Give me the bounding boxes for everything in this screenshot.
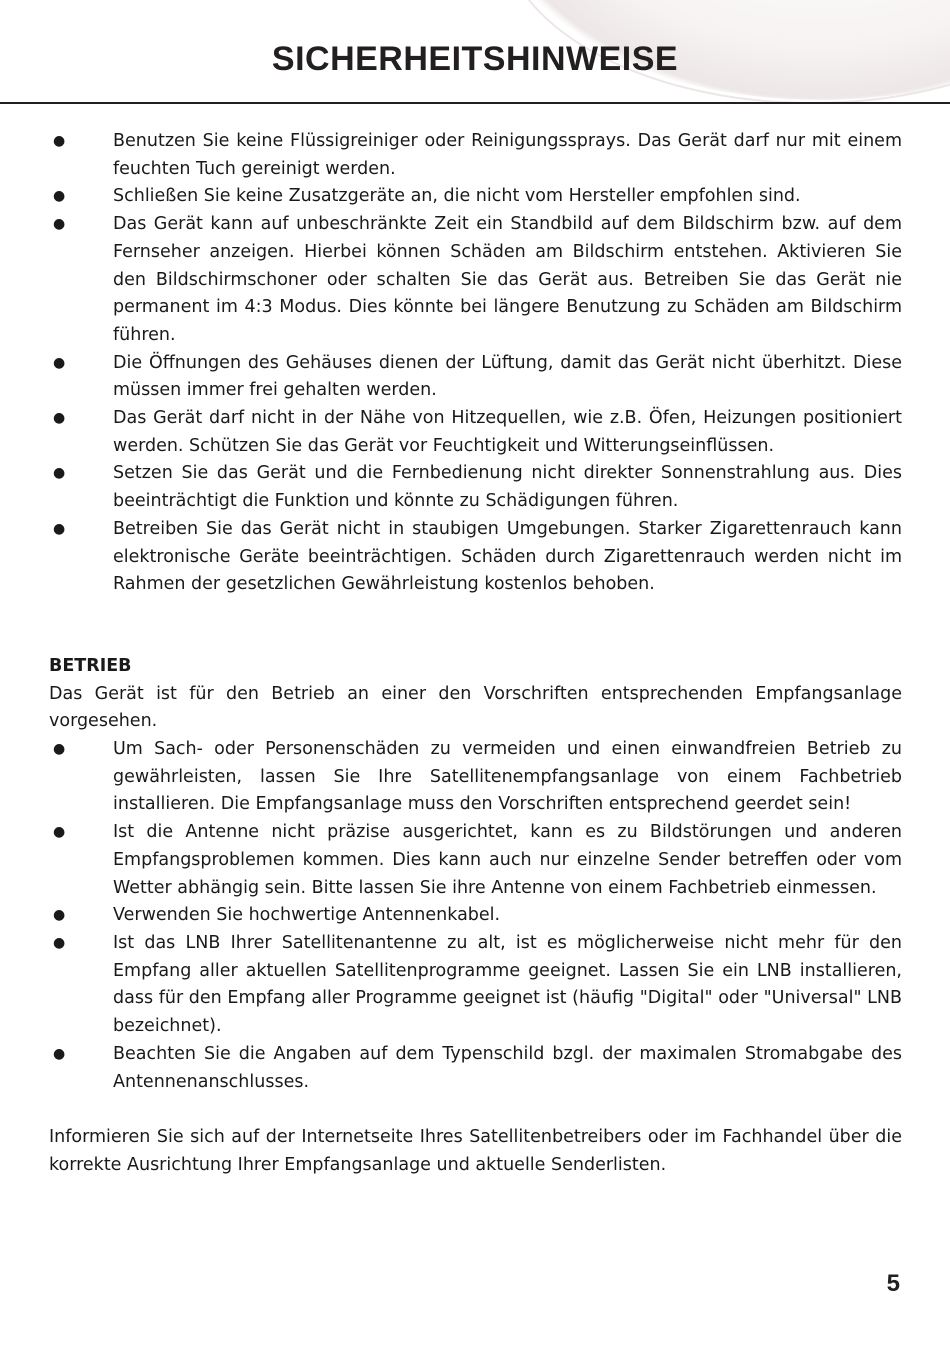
bullet-icon: ●: [53, 1045, 66, 1062]
list-item: ● Um Sach- oder Personenschäden zu vermeiden und einen einwandfreien Betrieb zu gewährleisten, lassen Sie Ihre Satellitenempfangsanlage von einem Fachbetrieb installieren. Die Empfangsanlage muss den Vorschriften entsprechend geerdet sein!: [49, 736, 902, 819]
bullet-icon: ●: [53, 741, 66, 758]
section-heading-betrieb: BETRIEB: [49, 655, 132, 676]
closing-paragraph: Informieren Sie sich auf der Internetseite Ihres Satellitenbetreibers oder im Fachhandel über die korrekte Ausrichtung Ihrer Empfangsanlage und aktuelle Senderlisten.: [49, 1127, 902, 1175]
page-title: SICHERHEITSHINWEISE: [271, 40, 679, 78]
bullet-icon: ●: [53, 520, 66, 537]
page-content: [49, 128, 902, 1180]
bullet-icon: ●: [53, 410, 66, 427]
betrieb-list: [49, 736, 902, 1096]
list-item: ● Das Gerät kann auf unbeschränkte Zeit ein Standbild auf dem Bildschirm bzw. auf dem Fernseher anzeigen. Hierbei können Schäden am Bildschirm entstehen. Aktivieren Sie den Bildschirmschoner oder schalten Sie das Gerät aus. Betreiben Sie das Gerät nie permanent im 4:3 Modus. Dies könnte bei längere Benutzung zu Schäden am Bildschirm führen.: [49, 211, 902, 350]
list-item: ● Benutzen Sie keine Flüssigreiniger oder Reinigungssprays. Das Gerät darf nur mit einem feuchten Tuch gereinigt werden.: [49, 128, 902, 183]
bullet-icon: ●: [53, 133, 66, 149]
page-header: [0, 0, 950, 104]
bullet-icon: ●: [53, 907, 66, 924]
list-item: ● Beachten Sie die Angaben auf dem Typenschild bzgl. der maximalen Stromabgabe des Antennenanschlusses.: [49, 1041, 902, 1096]
bullet-icon: ●: [53, 934, 66, 951]
bullet-icon: ●: [53, 354, 66, 371]
safety-list: [49, 128, 902, 599]
bullet-icon: ●: [53, 216, 66, 233]
list-item: ● Ist das LNB Ihrer Satellitenantenne zu alt, ist es möglicherweise nicht mehr für den Empfang aller aktuellen Satellitenprogramme geeignet. Lassen Sie ein LNB installieren, dass für den Empfang aller Programme geeignet ist (häufig "Digital" oder "Universal" LNB bezeichnet).: [49, 930, 902, 1041]
list-item: ● Setzen Sie das Gerät und die Fernbedienung nicht direkter Sonnenstrahlung aus. Dies beeinträchtigt die Funktion und könnte zu Schädigungen führen.: [49, 460, 902, 515]
betrieb-intro: Das Gerät ist für den Betrieb an einer den Vorschriften entsprechenden Empfangsanlage vorgesehen.: [49, 683, 902, 732]
bullet-icon: ●: [53, 188, 66, 205]
list-item: ● Verwenden Sie hochwertige Antennenkabel.: [49, 902, 902, 930]
list-item: ● Betreiben Sie das Gerät nicht in staubigen Umgebungen. Starker Zigarettenrauch kann elektronische Geräte beeinträchtigen. Schäden durch Zigarettenrauch werden nicht im Rahmen der gesetzlichen Gewährleistung kostenlos behoben.: [49, 516, 902, 599]
page-number: 5: [886, 1270, 900, 1297]
list-item: ● Das Gerät darf nicht in der Nähe von Hitzequellen, wie z.B. Öfen, Heizungen positioniert werden. Schützen Sie das Gerät vor Feuchtigkeit und Witterungseinflüssen.: [49, 405, 902, 460]
bullet-icon: ●: [53, 465, 66, 482]
list-item: ● Die Öffnungen des Gehäuses dienen der Lüftung, damit das Gerät nicht überhitzt. Diese müssen immer frei gehalten werden.: [49, 350, 902, 405]
list-item: ● Ist die Antenne nicht präzise ausgerichtet, kann es zu Bildstörungen und anderen Empfangsproblemen kommen. Dies kann auch nur einzelne Sender betreffen oder vom Wetter abhängig sein. Bitte lassen Sie ihre Antenne von einem Fachbetrieb einmessen.: [49, 819, 902, 902]
list-item: ● Schließen Sie keine Zusatzgeräte an, die nicht vom Hersteller empfohlen sind.: [49, 183, 902, 211]
bullet-icon: ●: [53, 824, 66, 841]
header-rule: [0, 102, 950, 104]
